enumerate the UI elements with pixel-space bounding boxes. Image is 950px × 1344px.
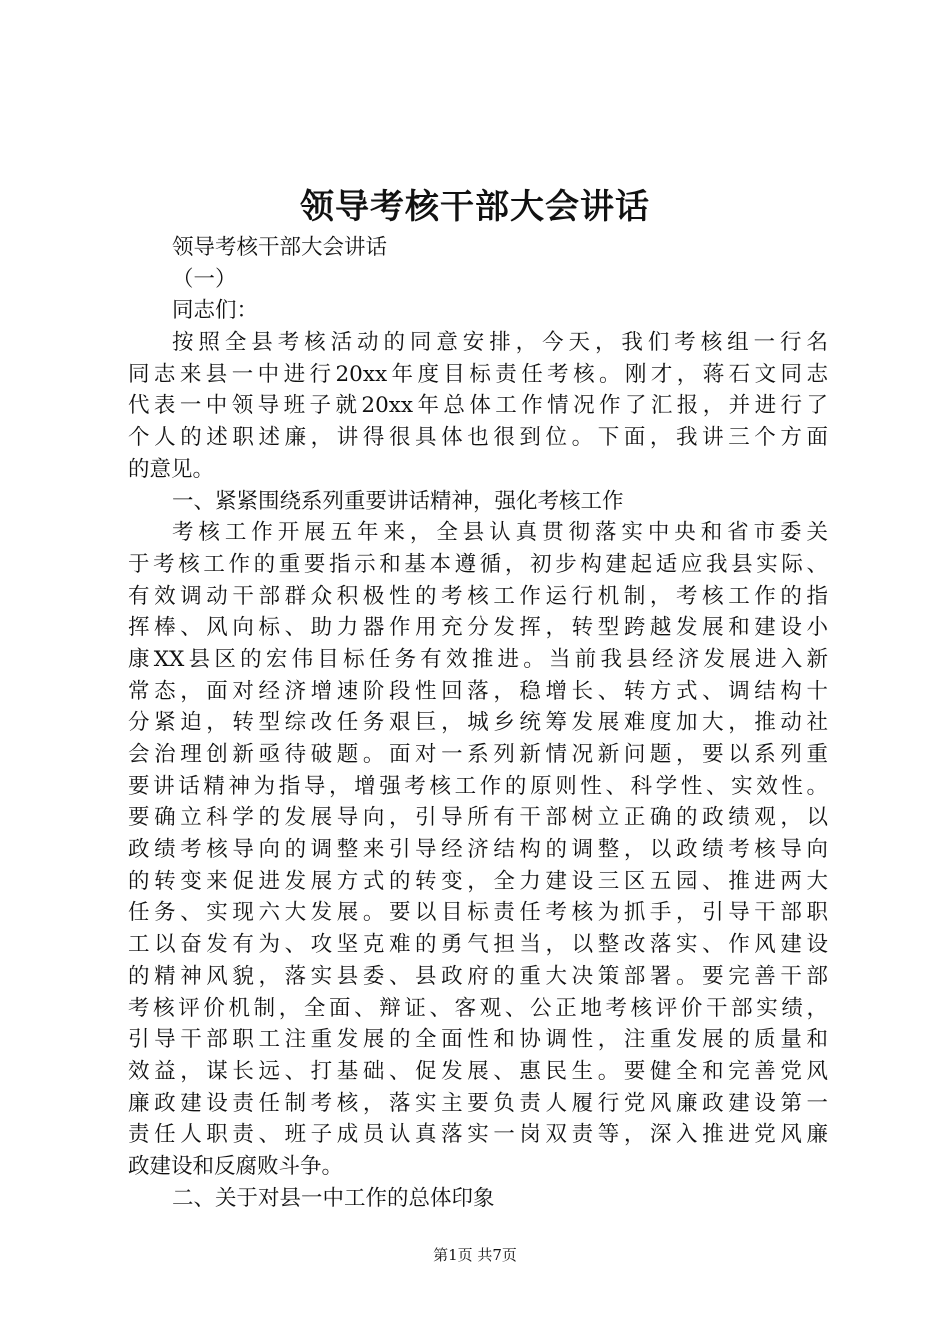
paragraph-line: 会治理创新亟待破题。面对一系列新情况新问题，要以系列重 — [128, 742, 828, 767]
section-number-line: （一） — [172, 266, 237, 292]
paragraph-line: 的转变来促进发展方式的转变，全力建设三区五园、推进两大 — [128, 868, 828, 894]
paragraph-line: 分紧迫，转型综改任务艰巨，城乡统筹发展难度加大，推动社 — [128, 710, 828, 736]
document-title: 领导考核干部大会讲话 — [300, 187, 650, 227]
paragraph-line: 廉政建设责任制考核，落实主要负责人履行党风廉政建设第一 — [128, 1090, 828, 1116]
paragraph-line: 工以奋发有为、攻坚克难的勇气担当，以整改落实、作风建设 — [128, 932, 828, 958]
paragraph-line: 常态，面对经济增速阶段性回落，稳增长、转方式、调结构十 — [128, 678, 828, 704]
document-body — [128, 232, 828, 1214]
paragraph-line: 有效调动干部群众积极性的考核工作运行机制，考核工作的指 — [128, 583, 828, 609]
paragraph-line: 效益，谋长远、打基础、促发展、惠民生。要健全和完善党风 — [128, 1058, 828, 1084]
paragraph-line: 责任人职责、班子成员认真落实一岗双责等，深入推进党风廉 — [128, 1122, 828, 1148]
paragraph-line: 引导干部职工注重发展的全面性和协调性，注重发展的质量和 — [128, 1027, 828, 1053]
paragraph-line: 任务、实现六大发展。要以目标责任考核为抓手，引导干部职 — [128, 900, 828, 926]
paragraph-line: 要确立科学的发展导向，引导所有干部树立正确的政绩观，以 — [128, 805, 828, 831]
paragraph-line: 挥棒、风向标、助力器作用充分发挥，转型跨越发展和建设小 — [128, 615, 828, 641]
paragraph-line: 康XX县区的宏伟目标任务有效推进。当前我县经济发展进入新 — [128, 646, 828, 672]
paragraph-line: 考核工作开展五年来，全县认真贯彻落实中央和省市委关 — [172, 520, 828, 546]
paragraph-line: 政建设和反腐败斗争。 — [128, 1153, 344, 1179]
page-number-footer: 第1页 共7页 — [433, 1246, 517, 1264]
paragraph-line: 于考核工作的重要指示和基本遵循，初步构建起适应我县实际、 — [128, 551, 828, 577]
paragraph-line: 要讲话精神为指导，增强考核工作的原则性、科学性、实效性。 — [128, 773, 828, 799]
section-heading-2: 二、关于对县一中工作的总体印象 — [172, 1185, 495, 1211]
paragraph-line: 个人的述职述廉，讲得很具体也很到位。下面，我讲三个方面 — [128, 425, 828, 451]
paragraph-line: 同志来县一中进行20xx年度目标责任考核。刚才，蒋石文同志 — [128, 361, 828, 387]
paragraph-line: 政绩考核导向的调整来引导经济结构的调整，以政绩考核导向 — [128, 837, 828, 863]
paragraph-line: 代表一中领导班子就20xx年总体工作情况作了汇报，并进行了 — [128, 393, 828, 419]
paragraph-line: 按照全县考核活动的同意安排，今天，我们考核组一行名 — [172, 330, 828, 356]
section-heading-1: 一、紧紧围绕系列重要讲话精神，强化考核工作 — [172, 488, 624, 514]
paragraph-line: 考核评价机制，全面、辩证、客观、公正地考核评价干部实绩， — [128, 995, 828, 1021]
salutation-line: 同志们： — [172, 298, 259, 324]
paragraph-line: 的意见。 — [128, 456, 215, 482]
subtitle-line: 领导考核干部大会讲话 — [172, 235, 388, 260]
paragraph-line: 的精神风貌，落实县委、县政府的重大决策部署。要完善干部 — [128, 963, 828, 989]
